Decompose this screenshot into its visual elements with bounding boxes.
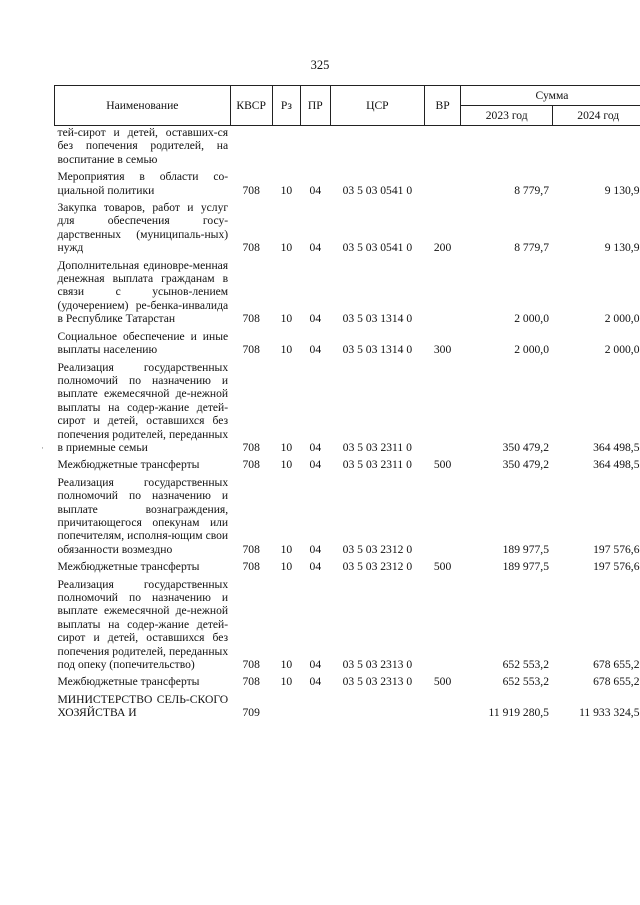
cell-sum-2024: 9 130,9 — [604, 241, 640, 255]
cell-pr: 04 — [309, 658, 322, 672]
cell-sum-2024: 364 498,5 — [593, 458, 640, 472]
cell-name — [55, 693, 231, 720]
cell-pr: 04 — [309, 458, 322, 472]
cell-vr — [425, 259, 461, 326]
cell-csr: 03 5 03 0541 0 — [342, 183, 413, 197]
budget-table-container — [54, 85, 640, 720]
cell-sum-2024: 364 498,5 — [593, 440, 640, 454]
table-row — [55, 693, 640, 720]
row-name-text: Дополнительная единовре-менная денежная выплата гражданам в связи с усынов-лением (удочерением) ре-бенка-инвалида в Республике Татарстан — [57, 258, 229, 326]
cell-sum-2023: 652 553,2 — [502, 675, 549, 689]
table-row — [55, 675, 640, 688]
cell-pr — [301, 126, 330, 167]
cell-name — [55, 476, 231, 556]
cell-vr — [425, 578, 461, 672]
cell-rz: 10 — [280, 560, 293, 574]
cell-kvsr: 708 — [242, 675, 260, 689]
cell-name — [55, 458, 231, 471]
budget-table — [54, 85, 640, 720]
cell-sum-2023: 189 977,5 — [502, 560, 549, 574]
cell-name — [55, 170, 231, 197]
table-row — [55, 476, 640, 556]
cell-vr: 300 — [433, 343, 452, 357]
cell-vr — [425, 693, 461, 720]
cell-sum-2023: 189 977,5 — [502, 542, 549, 556]
cell-name — [55, 675, 231, 688]
cell-name — [55, 578, 231, 672]
cell-kvsr: 708 — [242, 458, 260, 472]
cell-name — [55, 330, 231, 357]
cell-sum-2024 — [553, 126, 640, 167]
cell-csr: 03 5 03 1314 0 — [342, 312, 413, 326]
cell-sum-2024: 678 655,2 — [593, 675, 640, 689]
cell-sum-2024: 2 000,0 — [604, 312, 640, 326]
table-row — [55, 330, 640, 357]
cell-csr — [330, 693, 425, 720]
cell-rz: 10 — [280, 542, 293, 556]
row-name-text: Реализация государственных полномочий по назначению и выплате ежемесячной де-нежной выплаты на содер-жание детей-сирот и детей, оставшихся без попечения родителей, переданных под опеку (попечительство) — [57, 577, 229, 672]
cell-rz: 10 — [280, 675, 293, 689]
table-row — [55, 259, 640, 326]
header-sum: Сумма — [460, 86, 640, 106]
cell-csr: 03 5 03 2312 0 — [342, 542, 413, 556]
cell-sum-2023: 2 000,0 — [514, 312, 549, 326]
cell-rz — [272, 126, 300, 167]
cell-sum-2023: 8 779,7 — [514, 183, 549, 197]
cell-vr — [425, 361, 461, 455]
cell-csr: 03 5 03 0541 0 — [342, 241, 413, 255]
cell-vr: 500 — [433, 560, 452, 574]
row-name-text: Мероприятия в области со-циальной политики — [57, 170, 229, 197]
scan-mark: · — [41, 443, 44, 453]
row-name-text: Реализация государственных полномочий по назначению и выплате ежемесячной де-нежной выплаты на содер-жание детей-сирот и детей, оставшихся без попечения родителей, переданных в приемные семьи — [57, 360, 229, 454]
cell-csr: 03 5 03 1314 0 — [342, 343, 413, 357]
cell-sum-2023: 8 779,7 — [514, 241, 549, 255]
cell-vr — [425, 476, 461, 556]
cell-csr: 03 5 03 2313 0 — [342, 675, 413, 689]
table-row — [55, 578, 640, 672]
header-kvsr: КВСР — [230, 86, 272, 126]
cell-kvsr: 708 — [242, 542, 260, 556]
page-number: 325 — [310, 58, 330, 72]
row-name-text: Межбюджетные трансферты — [57, 458, 200, 472]
cell-rz: 10 — [280, 440, 293, 454]
cell-kvsr: 708 — [242, 440, 260, 454]
cell-name — [55, 259, 231, 326]
cell-pr: 04 — [309, 343, 322, 357]
header-rz: Рз — [272, 86, 300, 126]
cell-vr: 500 — [433, 675, 452, 689]
header-pr: ПР — [301, 86, 330, 126]
cell-pr: 04 — [309, 542, 322, 556]
cell-sum-2024: 11 933 324,5 — [579, 706, 640, 720]
cell-rz: 10 — [280, 241, 293, 255]
row-name-text: МИНИСТЕРСТВО СЕЛЬ-СКОГО ХОЗЯЙСТВА И — [57, 692, 229, 720]
cell-sum-2024: 678 655,2 — [593, 658, 640, 672]
cell-rz: 10 — [280, 343, 293, 357]
cell-kvsr: 708 — [242, 343, 260, 357]
cell-csr — [330, 126, 425, 167]
cell-kvsr: 708 — [242, 183, 260, 197]
cell-sum-2024: 2 000,0 — [604, 343, 640, 357]
cell-kvsr: 708 — [242, 560, 260, 574]
cell-csr: 03 5 03 2311 0 — [342, 458, 412, 472]
cell-vr — [425, 170, 461, 197]
cell-sum-2024: 197 576,6 — [593, 542, 640, 556]
cell-sum-2023: 652 553,2 — [502, 658, 549, 672]
row-name-text: Социальное обеспечение и иные выплаты населению — [57, 329, 229, 357]
table-row — [55, 126, 640, 167]
header-name: Наименование — [55, 86, 231, 126]
cell-pr — [301, 693, 330, 720]
cell-pr: 04 — [309, 183, 322, 197]
cell-pr: 04 — [309, 440, 322, 454]
header-year-2024: 2024 год — [553, 106, 640, 126]
cell-pr: 04 — [309, 241, 322, 255]
cell-vr: 200 — [433, 241, 452, 255]
cell-name — [55, 361, 231, 455]
cell-sum-2023: 350 479,2 — [502, 458, 549, 472]
cell-name — [55, 201, 231, 255]
table-header — [55, 86, 640, 126]
header-year-2023: 2023 год — [460, 106, 553, 126]
cell-csr: 03 5 03 2313 0 — [342, 658, 413, 672]
cell-kvsr: 708 — [242, 658, 260, 672]
cell-sum-2023: 2 000,0 — [514, 343, 549, 357]
cell-rz: 10 — [280, 458, 293, 472]
table-row — [55, 170, 640, 197]
row-name-text: Реализация государственных полномочий по назначению и выплате вознаграждения, причитающегося опекунам или попечителям, исполня-ющим свои обязанности возмездно — [57, 475, 229, 556]
cell-sum-2023 — [460, 126, 553, 167]
cell-rz: 10 — [280, 183, 293, 197]
header-vr: ВР — [425, 86, 461, 126]
cell-csr: 03 5 03 2311 0 — [342, 440, 412, 454]
table-body — [55, 126, 640, 720]
row-name-text: Закупка товаров, работ и услуг для обеспечения госу-дарственных (муниципаль-ных) нужд — [57, 201, 229, 255]
table-row — [55, 560, 640, 573]
cell-rz: 10 — [280, 658, 293, 672]
cell-vr — [425, 126, 461, 167]
cell-rz — [272, 693, 300, 720]
cell-vr: 500 — [433, 458, 452, 472]
cell-name — [55, 126, 231, 167]
cell-sum-2024: 9 130,9 — [604, 183, 640, 197]
cell-csr: 03 5 03 2312 0 — [342, 560, 413, 574]
cell-sum-2023: 11 919 280,5 — [488, 706, 549, 720]
table-row — [55, 201, 640, 255]
cell-kvsr — [230, 126, 272, 167]
cell-sum-2023: 350 479,2 — [502, 440, 549, 454]
row-name-text: Межбюджетные трансферты — [57, 560, 200, 574]
cell-kvsr: 709 — [242, 706, 260, 720]
cell-pr: 04 — [309, 312, 322, 326]
cell-name — [55, 560, 231, 573]
cell-pr: 04 — [309, 560, 322, 574]
cell-rz: 10 — [280, 312, 293, 326]
table-row — [55, 458, 640, 471]
cell-pr: 04 — [309, 675, 322, 689]
cell-kvsr: 708 — [242, 312, 260, 326]
row-name-text: тей-сирот и детей, оставших-ся без попечения родителей, на воспитание в семью — [57, 126, 229, 166]
cell-sum-2024: 197 576,6 — [593, 560, 640, 574]
header-csr: ЦСР — [330, 86, 425, 126]
row-name-text: Межбюджетные трансферты — [57, 675, 200, 689]
cell-kvsr: 708 — [242, 241, 260, 255]
table-row — [55, 361, 640, 455]
